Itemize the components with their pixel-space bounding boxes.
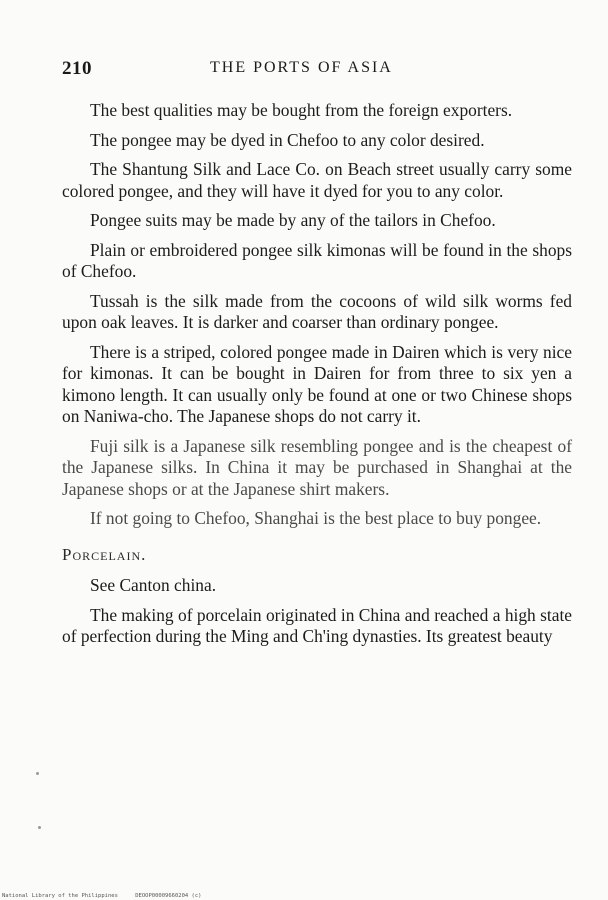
running-title: THE PORTS OF ASIA [210,59,393,76]
paragraph-fuji-silk: Fuji silk is a Japanese silk resembling pongee and is the cheapest of the Japanese silks. In China it may be purchased in Shanghai at the Japanese shops or at the Japanese shirt makers. [62,435,572,499]
page-number: 210 [62,58,92,79]
paragraph-foreign-exporters: The best qualities may be bought from the foreign exporters. [90,100,513,120]
page-header [62,58,572,86]
paragraph-pongee-suits: Pongee suits may be made by any of the tailors in Chefoo. [90,210,496,230]
paragraph-tussah: Tussah is the silk made from the cocoons of wild silk worms fed upon oak leaves. It is darker and coarser than ordinary pongee. [62,290,572,332]
paragraph-porcelain-origin: The making of porcelain originated in China and reached a high state of perfection during the Ming and Ch'ing dynasties. Its greatest beauty [62,604,572,646]
paragraph-canton-china: See Canton china. [90,575,217,595]
paragraph-shanghai: If not going to Chefoo, Shanghai is the best place to buy pongee. [90,508,542,528]
speck-mark [38,826,41,829]
body-text [62,100,572,656]
paragraph-kimonas: Plain or embroidered pongee silk kimonas will be found in the shops of Chefoo. [62,239,572,281]
footer-library: National Library of the Philippines [2,893,118,899]
paragraph-striped-pongee: There is a striped, colored pongee made in Dairen which is very nice for kimonas. It can be bought in Dairen for from three to six yen a kimono length. It can usually only be found at one or two Chinese shops on Naniwa-cho. The Japanese shops do not carry it. [62,341,572,426]
footer-identifier: DEOOP00009660204 (c) [135,893,202,899]
paragraph-shantung-silk-co: The Shantung Silk and Lace Co. on Beach street usually carry some colored pongee, and they will have it dyed for you to any color. [62,159,572,201]
section-heading-porcelain: Porcelain. [62,544,147,564]
paragraph-dyed-in-chefoo: The pongee may be dyed in Chefoo to any color desired. [90,129,485,150]
scan-footer [2,893,201,899]
speck-mark [36,772,39,775]
